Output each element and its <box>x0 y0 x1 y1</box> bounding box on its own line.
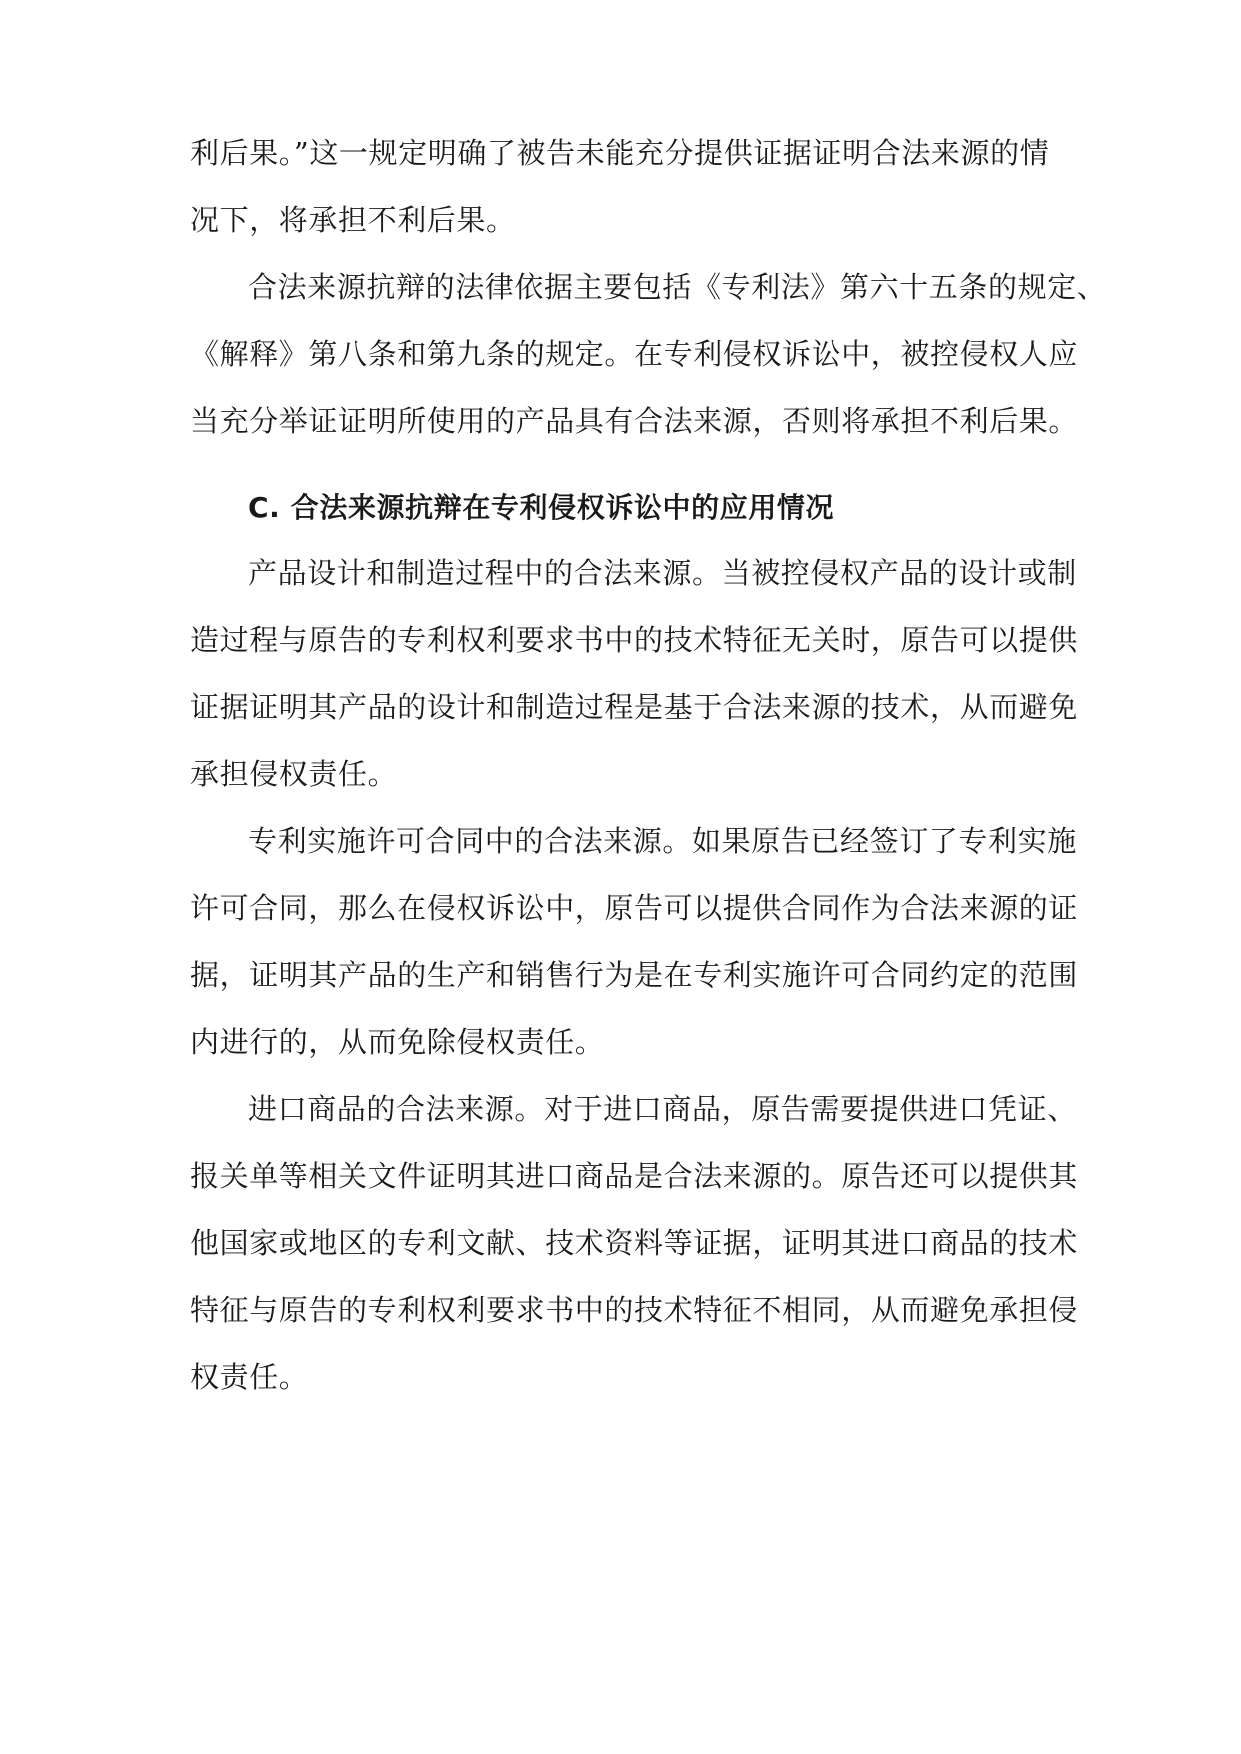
paragraph-5-line-2: 报关单等相关文件证明其进口商品是合法来源的。原告还可以提供其 <box>190 1159 1079 1193</box>
paragraph-4-line-4: 内进行的，从而免除侵权责任。 <box>190 1025 605 1059</box>
paragraph-3-line-1: 产品设计和制造过程中的合法来源。当被控侵权产品的设计或制 <box>248 556 1077 590</box>
paragraph-4-line-1: 专利实施许可合同中的合法来源。如果原告已经签订了专利实施 <box>248 824 1077 858</box>
paragraph-4-line-3: 据，证明其产品的生产和销售行为是在专利实施许可合同约定的范围 <box>190 958 1079 992</box>
paragraph-1-line-1: 利后果。”这一规定明确了被告未能充分提供证据证明合法来源的情 <box>190 136 1050 170</box>
paragraph-5-line-3: 他国家或地区的专利文献、技术资料等证据，证明其进口商品的技术 <box>190 1226 1079 1260</box>
paragraph-1-line-2: 况下，将承担不利后果。 <box>190 203 516 237</box>
paragraph-4-line-2: 许可合同，那么在侵权诉讼中，原告可以提供合同作为合法来源的证 <box>190 891 1079 925</box>
paragraph-5-line-5: 权责任。 <box>190 1360 309 1394</box>
paragraph-3-line-3: 证据证明其产品的设计和制造过程是基于合法来源的技术，从而避免 <box>190 690 1079 724</box>
paragraph-3-line-2: 造过程与原告的专利权利要求书中的技术特征无关时，原告可以提供 <box>190 623 1079 657</box>
section-heading-c: C. 合法来源抗辩在专利侵权诉讼中的应用情况 <box>248 491 835 524</box>
paragraph-5-line-1: 进口商品的合法来源。对于进口商品，原告需要提供进口凭证、 <box>248 1092 1077 1126</box>
paragraph-5-line-4: 特征与原告的专利权利要求书中的技术特征不相同，从而避免承担侵 <box>190 1293 1079 1327</box>
paragraph-2-line-2: 《解释》第八条和第九条的规定。在专利侵权诉讼中，被控侵权人应 <box>190 337 1079 371</box>
paragraph-3-line-4: 承担侵权责任。 <box>190 757 398 791</box>
paragraph-2-line-1: 合法来源抗辩的法律依据主要包括《专利法》第六十五条的规定、 <box>248 270 1107 304</box>
paragraph-2-line-3: 当充分举证证明所使用的产品具有合法来源，否则将承担不利后果。 <box>190 404 1079 438</box>
